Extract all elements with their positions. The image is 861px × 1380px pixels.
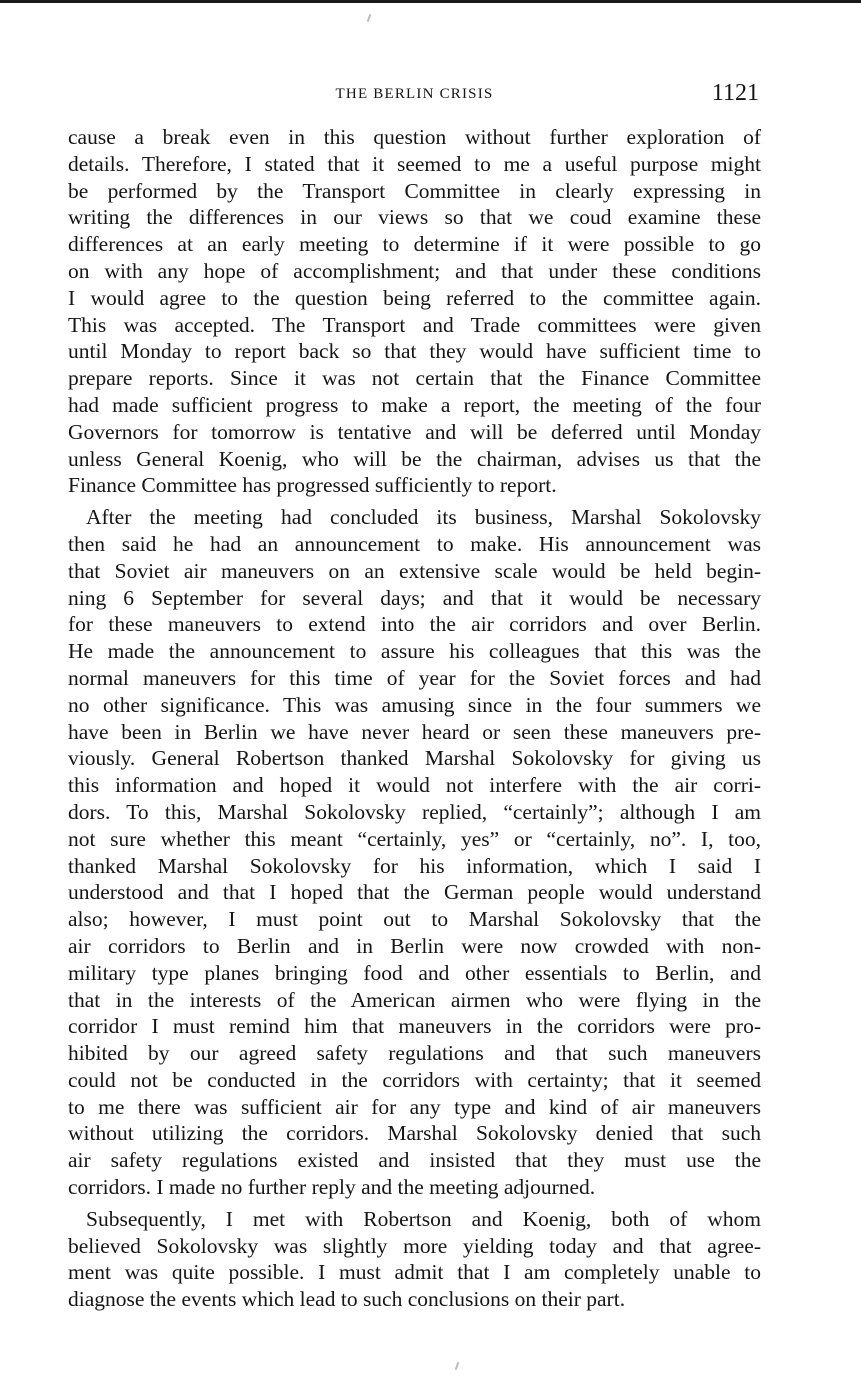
text-line: no other significance. This was amusing since in the four summers we bbox=[68, 692, 761, 717]
top-border-rule bbox=[0, 0, 861, 3]
text-line: ment was quite possible. I must admit that I am completely unable to bbox=[68, 1260, 761, 1285]
text-line: hibited by our agreed safety regulations and that such maneuvers bbox=[68, 1041, 761, 1066]
text-line: this information and hoped it would not interfere with the air corri- bbox=[68, 773, 761, 798]
text-line: details. Therefore, I stated that it seemed to me a useful purpose might bbox=[68, 151, 761, 176]
text-line: be performed by the Transport Committee in clearly expressing in bbox=[68, 178, 761, 203]
paragraph bbox=[68, 504, 761, 1201]
text-line: air safety regulations existed and insisted that they must use the bbox=[68, 1148, 761, 1173]
text-line: viously. General Robertson thanked Marshal Sokolovsky for giving us bbox=[68, 746, 761, 771]
text-line: differences at an early meeting to determine if it were possible to go bbox=[68, 232, 761, 257]
text-line: corridor I must remind him that maneuvers in the corridors were pro- bbox=[68, 1014, 761, 1039]
text-line: writing the differences in our views so that we coud examine these bbox=[68, 205, 761, 230]
text-line: normal maneuvers for this time of year for the Soviet forces and had bbox=[68, 665, 761, 690]
text-line: understood and that I hoped that the German people would understand bbox=[68, 880, 761, 905]
text-line: that Soviet air maneuvers on an extensive scale would be held begin- bbox=[68, 558, 761, 583]
scan-speck bbox=[367, 14, 372, 22]
text-line: Finance Committee has progressed sufficiently to report. bbox=[68, 473, 557, 498]
text-line: without utilizing the corridors. Marshal Sokolovsky denied that such bbox=[68, 1121, 761, 1146]
text-line: ning 6 September for several days; and that it would be necessary bbox=[68, 585, 761, 610]
text-line: prepare reports. Since it was not certain that the Finance Committee bbox=[68, 366, 761, 391]
text-line: Subsequently, I met with Robertson and Koenig, both of whom bbox=[86, 1206, 761, 1231]
text-line: After the meeting had concluded its business, Marshal Sokolovsky bbox=[86, 505, 761, 530]
text-line: thanked Marshal Sokolovsky for his information, which I said I bbox=[68, 853, 761, 878]
paragraph bbox=[68, 124, 761, 499]
text-line: believed Sokolovsky was slightly more yielding today and that agree- bbox=[68, 1233, 761, 1258]
text-line: Governors for tomorrow is tentative and will be deferred until Monday bbox=[68, 419, 761, 444]
text-line: air corridors to Berlin and in Berlin were now crowded with non- bbox=[68, 933, 761, 958]
text-line: had made sufficient progress to make a report, the meeting of the four bbox=[68, 392, 761, 417]
text-line: for these maneuvers to extend into the air corridors and over Berlin. bbox=[68, 612, 761, 637]
text-line: He made the announcement to assure his colleagues that this was the bbox=[68, 639, 761, 664]
text-line: corridors. I made no further reply and the meeting adjourned. bbox=[68, 1175, 596, 1200]
text-line: then said he had an announcement to make. His announcement was bbox=[68, 531, 761, 556]
text-line: not sure whether this meant “certainly, yes” or “certainly, no”. I, too, bbox=[68, 826, 761, 851]
text-line: to me there was sufficient air for any type and kind of air maneuvers bbox=[68, 1094, 761, 1119]
text-line: This was accepted. The Transport and Trade committees were given bbox=[68, 312, 761, 337]
text-line: cause a break even in this question without further exploration of bbox=[68, 125, 761, 149]
text-line: I would agree to the question being referred to the committee again. bbox=[68, 285, 761, 310]
text-line: also; however, I must point out to Marshal Sokolovsky that the bbox=[68, 907, 761, 932]
text-line: diagnose the events which lead to such conclusions on their part. bbox=[68, 1287, 626, 1312]
text-line: dors. To this, Marshal Sokolovsky replied, “certainly”; although I am bbox=[68, 799, 761, 824]
text-line: unless General Koenig, who will be the chairman, advises us that the bbox=[68, 446, 761, 471]
paragraph bbox=[68, 1206, 761, 1313]
text-line: military type planes bringing food and other essentials to Berlin, and bbox=[68, 960, 761, 985]
text-line: that in the interests of the American airmen who were flying in the bbox=[68, 987, 761, 1012]
text-line: until Monday to report back so that they would have sufficient time to bbox=[68, 339, 761, 364]
running-head: THE BERLIN CRISIS bbox=[335, 86, 494, 102]
text-line: on with any hope of accomplishment; and that under these conditions bbox=[68, 258, 761, 283]
body-text bbox=[68, 124, 761, 1313]
page-number: 1121 bbox=[711, 80, 759, 106]
text-line: could not be conducted in the corridors with certainty; that it seemed bbox=[68, 1067, 761, 1092]
scan-speck bbox=[455, 1362, 460, 1370]
page-header bbox=[68, 80, 761, 114]
text-line: have been in Berlin we have never heard or seen these maneuvers pre- bbox=[68, 719, 761, 744]
